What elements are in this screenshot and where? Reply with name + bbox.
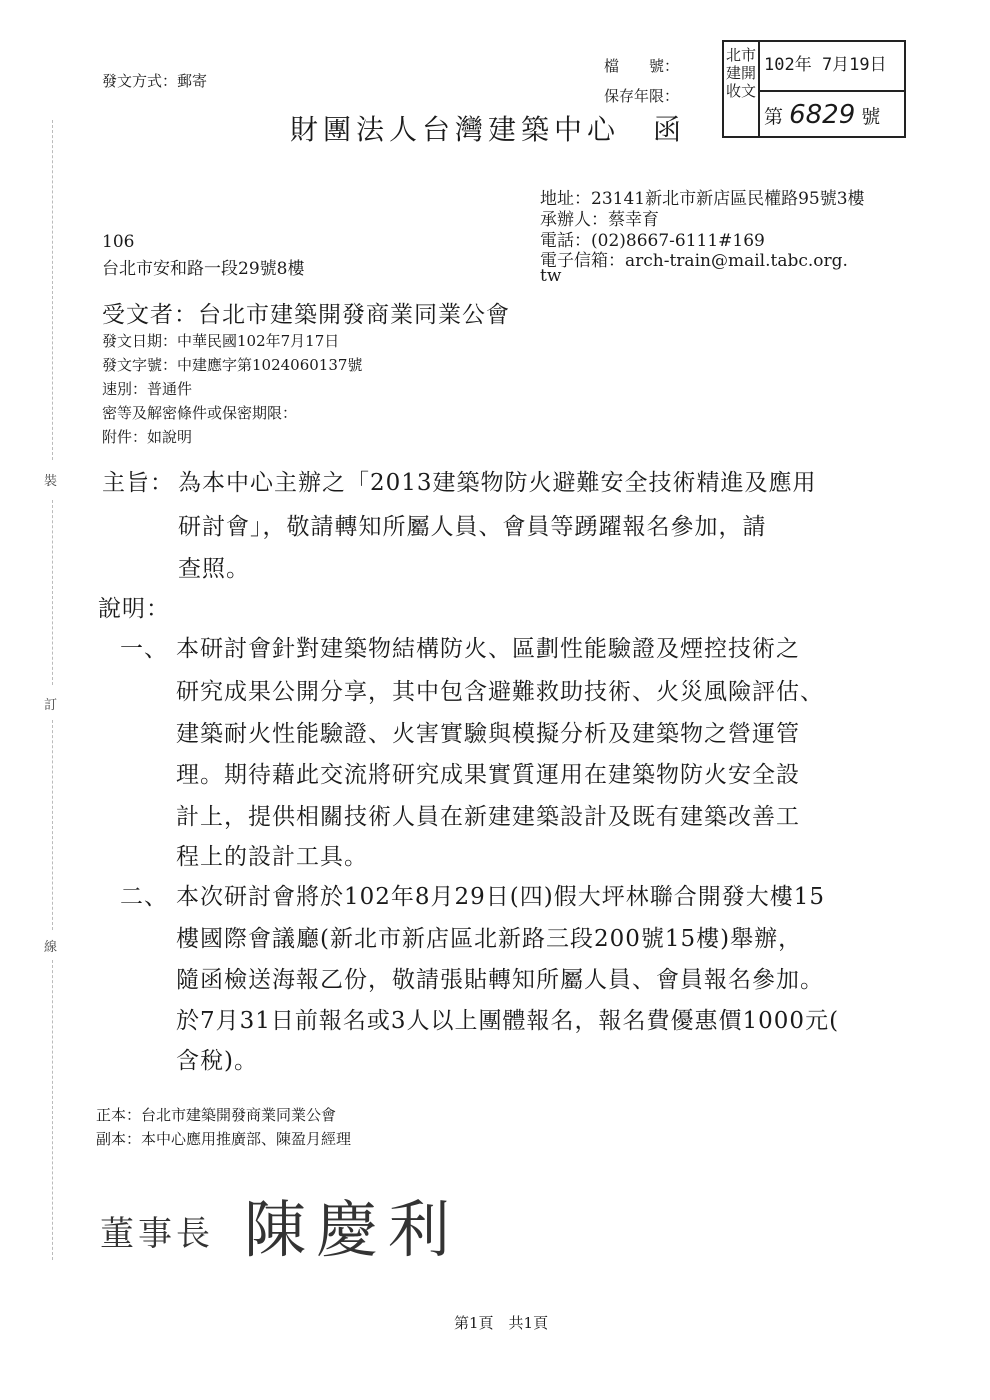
stamp-org-line: 北市 <box>725 46 756 64</box>
item-line: 本次研討會將於102年8月29日(四)假大坪林聯合開發大樓15 <box>176 884 826 910</box>
sender-contact: 承辦人：蔡幸育 <box>540 210 659 230</box>
send-method: 發文方式：郵寄 <box>102 72 208 90</box>
organization-title: 財團法人台灣建築中心 函 <box>290 113 687 146</box>
stamp-org-line: 收文 <box>725 82 756 100</box>
item-line: 理。期待藉此交流將研究成果實質運用在建築物防火安全設 <box>176 762 800 788</box>
item-line: 於7月31日前報名或3人以上團體報名，報名費優惠價1000元( <box>176 1008 840 1034</box>
item-line: 含稅)。 <box>176 1048 258 1074</box>
original-recipient: 正本：台北市建築開發商業同業公會 <box>96 1106 337 1124</box>
secrecy: 密等及解密條件或保密期限： <box>102 404 298 422</box>
sender-email: 電子信箱：arch-train@mail.tabc.org. <box>540 251 848 271</box>
recipient-postcode: 106 <box>102 232 135 252</box>
signatory-title: 董事長 <box>100 1214 214 1254</box>
file-number-label: 檔 號： <box>604 57 680 75</box>
subject-line: 查照。 <box>178 556 250 582</box>
subject-label: 主旨： <box>102 470 174 496</box>
item-line: 計上，提供相關技術人員在新建建築設計及既有建築改善工 <box>176 804 800 830</box>
subject-line: 研討會」，敬請轉知所屬人員、會員等踴躍報名參加，請 <box>178 514 767 540</box>
item-marker: 二、 <box>120 884 168 910</box>
copy-recipient: 副本：本中心應用推廣部、陳盈月經理 <box>96 1130 352 1148</box>
item-marker: 一、 <box>120 636 168 662</box>
gutter-mark: 訂 <box>44 698 58 713</box>
item-line: 程上的設計工具。 <box>176 844 368 870</box>
recipient-address: 台北市安和路一段29號8樓 <box>102 259 305 279</box>
sender-address: 地址：23141新北市新店區民權路95號3樓 <box>540 189 865 209</box>
stamp-date: 102年 7月19日 <box>764 55 887 75</box>
signature: 陳慶利 <box>244 1193 461 1266</box>
sender-email-cont: tw <box>540 266 562 286</box>
received-stamp <box>722 40 906 138</box>
gutter-mark: 裝 <box>44 474 58 489</box>
retention-label: 保存年限： <box>604 87 680 105</box>
stamp-org-line: 建開 <box>725 64 756 82</box>
sender-phone: 電話：(02)8667-6111#169 <box>540 231 765 251</box>
item-line: 建築耐火性能驗證、火害實驗與模擬分析及建築物之營運管 <box>176 721 800 747</box>
stamp-number-suffix: 號 <box>861 106 881 128</box>
page-number: 第1頁 共1頁 <box>454 1314 549 1332</box>
issue-date: 發文日期：中華民國102年7月17日 <box>102 332 340 350</box>
stamp-number-value: 6829 <box>789 100 856 130</box>
reference-number: 發文字號：中建應字第1024060137號 <box>102 356 363 374</box>
explanation-label: 說明： <box>98 596 170 622</box>
item-line: 隨函檢送海報乙份，敬請張貼轉知所屬人員、會員報名參加。 <box>176 967 824 993</box>
recipient-name: 受文者：台北市建築開發商業同業公會 <box>102 302 510 328</box>
item-line: 本研討會針對建築物結構防火、區劃性能驗證及煙控技術之 <box>176 636 800 662</box>
gutter-mark: 線 <box>44 940 58 955</box>
attachment: 附件：如說明 <box>102 428 193 446</box>
stamp-number-prefix: 第 <box>764 106 784 128</box>
stamp-org <box>724 42 760 136</box>
stamp-number <box>764 100 880 130</box>
item-line: 樓國際會議廳(新北市新店區北新路三段200號15樓)舉辦， <box>176 926 803 952</box>
item-line: 研究成果公開分享，其中包含避難救助技術、火災風險評估、 <box>176 679 824 705</box>
speed-class: 速別：普通件 <box>102 380 193 398</box>
subject-line: 為本中心主辦之「2013建築物防火避難安全技術精進及應用 <box>178 470 817 496</box>
